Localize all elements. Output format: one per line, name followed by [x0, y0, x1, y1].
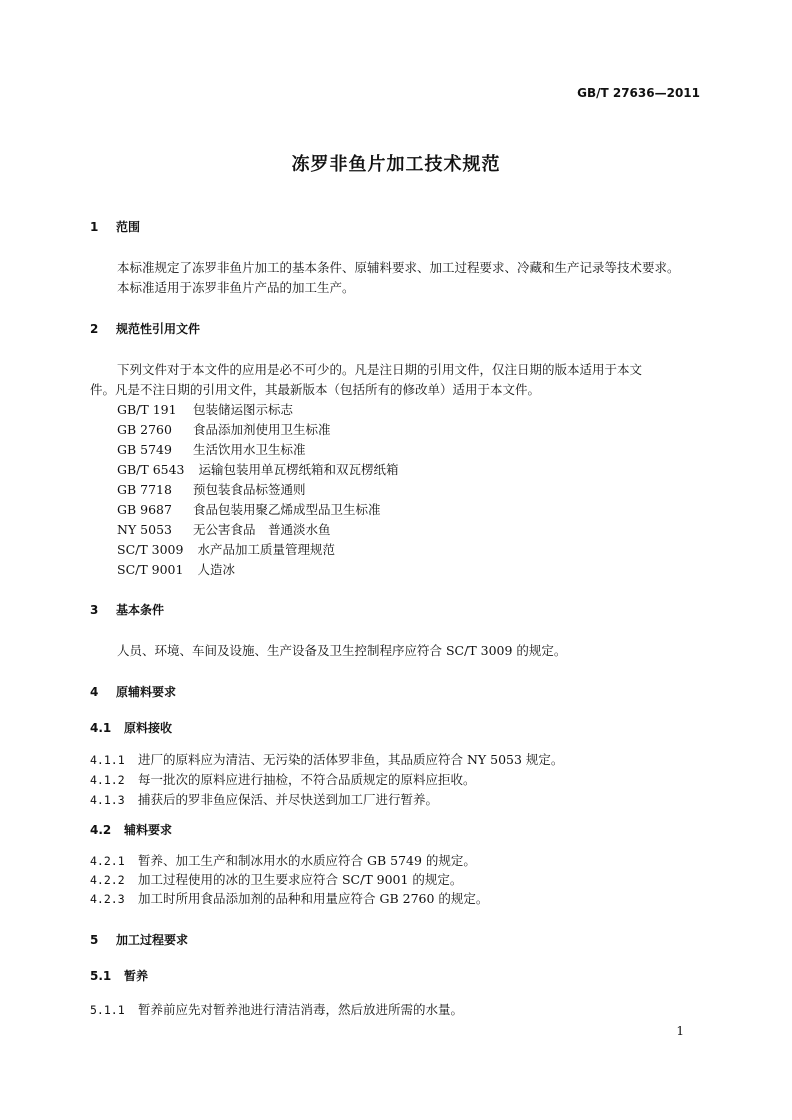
reference-code: GB/T 6543 [117, 462, 185, 477]
clause [90, 889, 488, 907]
section-title: 规范性引用文件 [116, 322, 201, 336]
reference-code: GB 2760 [117, 422, 172, 437]
standard-number: GB/T 27636—2011 [577, 86, 700, 100]
reference-title: 食品添加剂使用卫生标准 [193, 422, 331, 437]
reference-title: 包装储运图示标志 [193, 402, 294, 417]
clause [90, 750, 563, 768]
reference-code: GB 9687 [117, 502, 172, 517]
reference-item [117, 520, 331, 538]
subsection-5-1-heading [90, 967, 148, 984]
paragraph: 本标准规定了冻罗非鱼片加工的基本条件、原辅料要求、加工过程要求、冷藏和生产记录等技术要求。 [117, 260, 680, 275]
section-title: 范围 [116, 220, 141, 234]
reference-code: GB/T 191 [117, 402, 177, 417]
clause [90, 1000, 463, 1018]
reference-item [117, 440, 306, 458]
section-1-heading [90, 218, 140, 235]
subsection-number: 4.1 [90, 721, 112, 735]
reference-code: NY 5053 [117, 522, 172, 537]
reference-title: 水产品加工质量管理规范 [197, 542, 335, 557]
clause-number: 4.2.3 [90, 892, 125, 906]
section-5-heading [90, 931, 188, 948]
reference-item [117, 460, 399, 478]
clause-text: 捕获后的罗非鱼应保活、并尽快送到加工厂进行暂养。 [138, 792, 439, 807]
clause-number: 4.1.2 [90, 773, 125, 787]
reference-title: 无公害食品 普通淡水鱼 [193, 522, 331, 537]
reference-item [117, 420, 331, 438]
section-number: 2 [90, 322, 99, 336]
clause-number: 4.2.2 [90, 873, 125, 887]
paragraph: 本标准适用于冻罗非鱼片产品的加工生产。 [117, 280, 355, 295]
clause [90, 870, 462, 888]
section-title: 原辅料要求 [116, 685, 177, 699]
subsection-number: 5.1 [90, 969, 112, 983]
reference-title: 生活饮用水卫生标准 [193, 442, 306, 457]
clause-number: 4.1.3 [90, 793, 125, 807]
reference-code: SC/T 9001 [117, 562, 184, 577]
section-number: 3 [90, 603, 99, 617]
section-number: 4 [90, 685, 99, 699]
reference-item [117, 400, 293, 418]
clause [90, 790, 438, 808]
document-title: 冻罗非鱼片加工技术规范 [291, 154, 501, 175]
subsection-4-2-heading [90, 821, 172, 838]
reference-title: 食品包装用聚乙烯成型品卫生标准 [193, 502, 381, 517]
subsection-title: 辅料要求 [124, 823, 173, 837]
clause-text: 每一批次的原料应进行抽检，不符合品质规定的原料应拒收。 [138, 772, 476, 787]
subsection-4-1-heading [90, 719, 172, 736]
clause-number: 4.2.1 [90, 854, 125, 868]
reference-code: SC/T 3009 [117, 542, 184, 557]
subsection-title: 暂养 [124, 969, 149, 983]
subsection-number: 4.2 [90, 823, 112, 837]
section-4-heading [90, 683, 176, 700]
clause-number: 5.1.1 [90, 1003, 125, 1017]
clause-text: 加工过程使用的冰的卫生要求应符合 SC/T 9001 的规定。 [138, 872, 463, 887]
page-number: 1 [676, 1024, 684, 1038]
section-title: 加工过程要求 [116, 933, 189, 947]
clause [90, 851, 476, 869]
reference-title: 预包装食品标签通则 [193, 482, 306, 497]
paragraph: 件。凡是不注日期的引用文件，其最新版本（包括所有的修改单）适用于本文件。 [90, 382, 541, 397]
section-title: 基本条件 [116, 603, 165, 617]
reference-item [117, 480, 306, 498]
reference-item [117, 560, 235, 578]
paragraph: 人员、环境、车间及设施、生产设备及卫生控制程序应符合 SC/T 3009 的规定。 [117, 643, 567, 658]
reference-title: 运输包装用单瓦楞纸箱和双瓦楞纸箱 [198, 462, 399, 477]
reference-code: GB 7718 [117, 482, 172, 497]
section-number: 1 [90, 220, 99, 234]
clause-text: 暂养、加工生产和制冰用水的水质应符合 GB 5749 的规定。 [138, 853, 476, 868]
reference-item [117, 500, 381, 518]
section-3-heading [90, 601, 164, 618]
reference-code: GB 5749 [117, 442, 172, 457]
paragraph: 下列文件对于本文件的应用是必不可少的。凡是注日期的引用文件，仅注日期的版本适用于本文 [117, 362, 643, 377]
reference-item [117, 540, 335, 558]
section-number: 5 [90, 933, 99, 947]
clause-text: 进厂的原料应为清洁、无污染的活体罗非鱼，其品质应符合 NY 5053 规定。 [138, 752, 564, 767]
clause [90, 770, 476, 788]
subsection-title: 原料接收 [124, 721, 173, 735]
clause-text: 暂养前应先对暂养池进行清洁消毒，然后放进所需的水量。 [138, 1002, 464, 1017]
reference-title: 人造冰 [197, 562, 235, 577]
clause-number: 4.1.1 [90, 753, 125, 767]
clause-text: 加工时所用食品添加剂的品种和用量应符合 GB 2760 的规定。 [138, 891, 489, 906]
section-2-heading [90, 320, 200, 337]
